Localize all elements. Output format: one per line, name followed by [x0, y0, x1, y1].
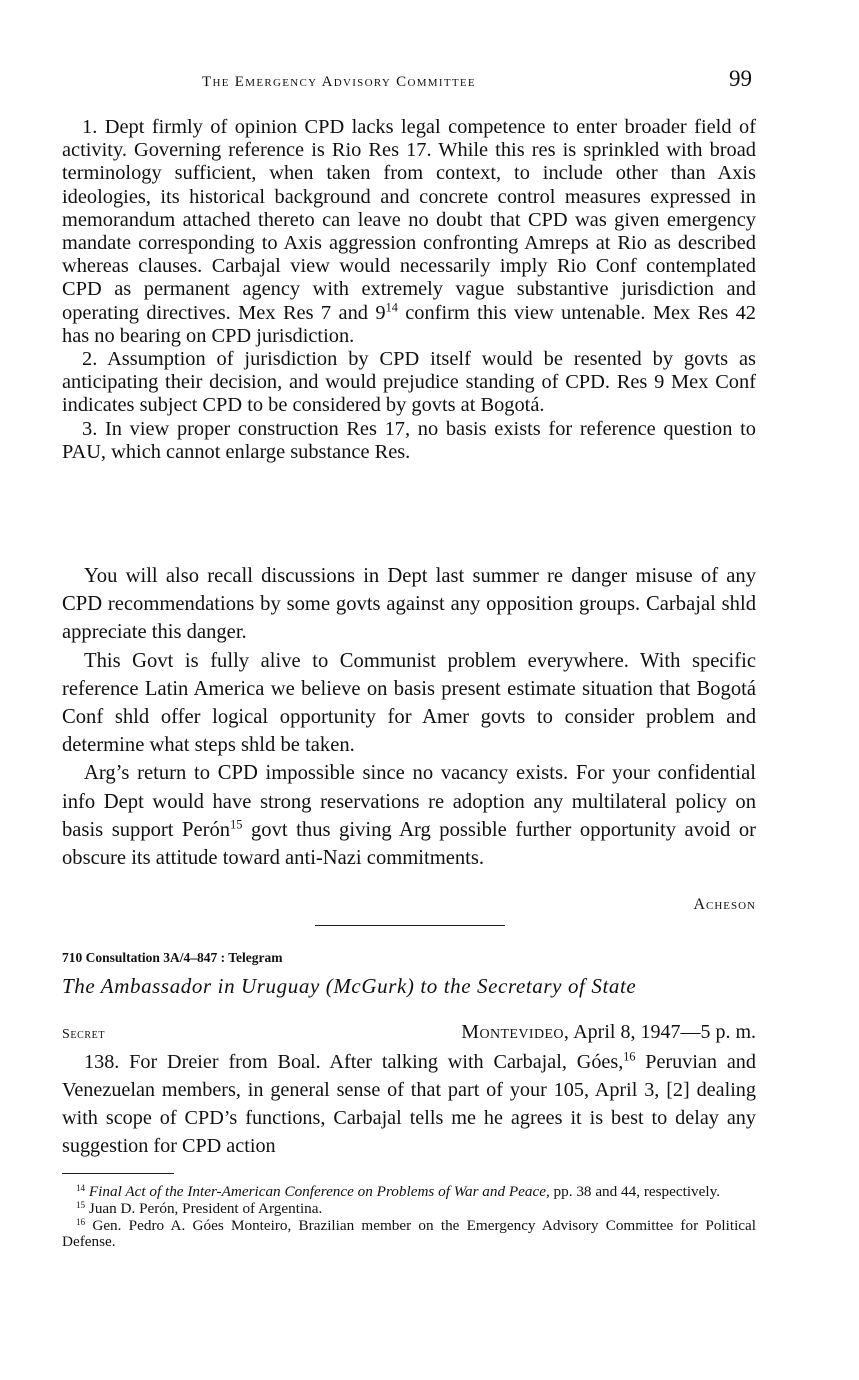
point-1: [62, 116, 756, 348]
classification-label: Secret: [62, 1027, 106, 1042]
footnote-text: , pp. 38 and 44, respectively.: [545, 1183, 721, 1200]
footnote-mark: 16: [76, 1216, 86, 1227]
footnote-ref-14: 14: [385, 300, 398, 315]
place: Montevideo,: [461, 1021, 570, 1043]
page-number: 99: [729, 66, 752, 91]
footnote-mark: 15: [76, 1199, 86, 1210]
footnotes: [62, 1184, 756, 1251]
point-3: 3. In view proper construction Res 17, no basis exists for reference question to PAU, which cannot enlarge substance Res.: [62, 417, 756, 463]
telegram-tail: Peruvian and Venezuelan members, in general sense of that part of your 105, April 3, [2] dealing with scope of CPD’s functions, Carbajal tells me he agrees it is best to delay any suggestion for CPD action: [62, 1051, 756, 1157]
footnote-title: Final Act of the Inter-American Conference on Problems of War and Peace: [88, 1183, 546, 1200]
point-2: 2. Assumption of jurisdiction by CPD itself would be resented by govts as anticipating their decision, and would prejudice standing of CPD. Res 9 Mex Conf indicates subject CPD to be considered by govts at Bogotá.: [62, 348, 756, 417]
document-reference: 710 Consultation 3A/4–847 : Telegram: [62, 950, 283, 965]
footnote-16: [62, 1218, 756, 1252]
footnote-ref-15: 15: [230, 817, 243, 832]
place-date: [461, 1021, 756, 1044]
body-paragraph: This Govt is fully alive to Communist problem everywhere. With specific reference Latin America we believe on basis present estimate situation that Bogotá Conf shld offer logical opportunity for Amer govts to consider problem and determine what steps shld be taken.: [62, 649, 756, 757]
document-heading: The Ambassador in Uruguay (McGurk) to the Secretary of State: [62, 974, 637, 998]
body-paragraphs: [62, 562, 756, 872]
body-paragraph: You will also recall discussions in Dept last summer re danger misuse of any CPD recommendations by some govts against any opposition groups. Carbajal shld appreciate this danger.: [62, 565, 756, 644]
footnote-ref-16: 16: [623, 1049, 636, 1064]
telegram-body: [62, 1048, 756, 1160]
section-divider: [315, 925, 505, 926]
last-paragraph-text: Arg’s return to CPD impossible since no vacancy exists. For your confidential info Dept would have strong reservations re adoption any multilateral policy on basis support Perón: [62, 762, 756, 841]
footnote-text: Gen. Pedro A. Góes Monteiro, Brazilian member on the Emergency Advisory Committee for Political Defense.: [62, 1216, 756, 1251]
date: April 8, 1947—5 p. m.: [569, 1021, 756, 1043]
point-1-tail: confirm this view untenable. Mex Res 42 has no bearing on CPD jurisdiction.: [62, 301, 756, 347]
last-paragraph-tail: govt thus giving Arg possible further opportunity avoid or obscure its attitude toward anti-Nazi commitments.: [62, 818, 757, 870]
footnote-mark: 14: [76, 1182, 86, 1193]
signature: Acheson: [693, 896, 756, 913]
point-1-text: 1. Dept firmly of opinion CPD lacks legal competence to enter broader field of activity. Governing reference is Rio Res 17. While this res is sprinkled with broad terminology sufficient, when taken from context, to include other than Axis ideologies, its historical background and concrete control measures expressed in memorandum attached thereto can leave no doubt that CPD was given emergency mandate corresponding to Axis aggression confronting Amreps at Rio as described whereas clauses. Carbajal view would necessarily imply Rio Conf contemplated CPD as permanent agency with extremely vague substantive jurisdiction and operating directives. Mex Res 7 and 9: [62, 116, 756, 324]
dateline: [62, 1021, 756, 1049]
numbered-points: [62, 116, 756, 464]
footnote-text: Juan D. Perón, President of Argentina.: [85, 1199, 323, 1217]
telegram-paragraph: [62, 1048, 756, 1160]
footnote-15: [62, 1201, 756, 1218]
running-head: [62, 66, 756, 96]
footnote-rule: [62, 1173, 174, 1174]
footnote-14: [62, 1184, 756, 1201]
telegram-text: 138. For Dreier from Boal. After talking with Carbajal, Góes,: [84, 1051, 624, 1073]
running-title: The Emergency Advisory Committee: [202, 74, 476, 90]
body-paragraph-last: [62, 759, 756, 872]
